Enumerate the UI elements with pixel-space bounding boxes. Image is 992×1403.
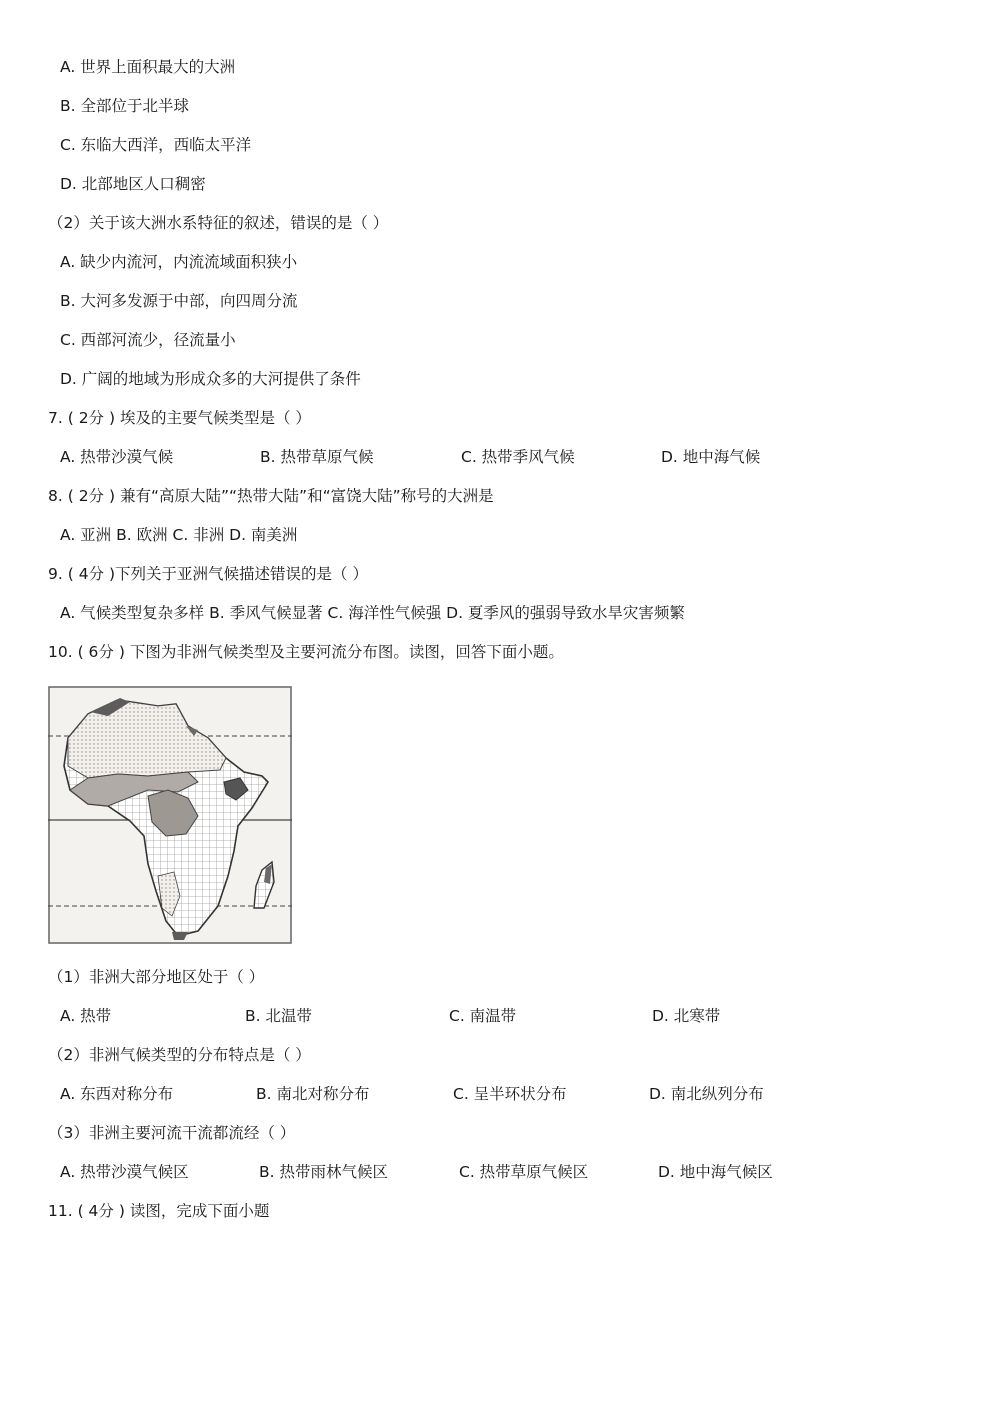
q6-2-option-b: B. 大河多发源于中部，向四周分流 (60, 292, 298, 310)
q8-options: A. 亚洲 B. 欧洲 C. 非洲 D. 南美洲 (60, 526, 298, 544)
q10-1-stem: （1）非洲大部分地区处于（ ） (48, 968, 265, 986)
q6-1-option-b: B. 全部位于北半球 (60, 97, 189, 115)
q10-1-option-a: A. 热带 (60, 1007, 112, 1025)
q10-1-option-c: C. 南温带 (449, 1007, 517, 1025)
q8-stem: 8. ( 2分 ) 兼有“高原大陆”“热带大陆”和“富饶大陆”称号的大洲是 (48, 487, 494, 505)
q6-2-option-d: D. 广阔的地域为形成众多的大河提供了条件 (60, 370, 361, 388)
q10-2-option-b: B. 南北对称分布 (256, 1085, 370, 1103)
q7-option-d: D. 地中海气候 (661, 448, 761, 466)
africa-climate-map-icon (48, 686, 292, 944)
q7-stem: 7. ( 2分 ) 埃及的主要气候类型是（ ） (48, 409, 311, 427)
q10-3-option-b: B. 热带雨林气候区 (259, 1163, 388, 1181)
q6-2-option-c: C. 西部河流少，径流量小 (60, 331, 236, 349)
q10-1-option-b: B. 北温带 (245, 1007, 312, 1025)
q6-1-option-d: D. 北部地区人口稠密 (60, 175, 206, 193)
q10-1-option-d: D. 北寒带 (652, 1007, 721, 1025)
q7-option-b: B. 热带草原气候 (260, 448, 374, 466)
q7-option-a: A. 热带沙漠气候 (60, 448, 174, 466)
q6-2-stem: （2）关于该大洲水系特征的叙述，错误的是（ ） (48, 214, 389, 232)
q6-1-option-a: A. 世界上面积最大的大洲 (60, 58, 236, 76)
q10-2-option-a: A. 东西对称分布 (60, 1085, 174, 1103)
q10-3-option-a: A. 热带沙漠气候区 (60, 1163, 189, 1181)
q10-2-option-d: D. 南北纵列分布 (649, 1085, 764, 1103)
q7-option-c: C. 热带季风气候 (461, 448, 575, 466)
q6-2-option-a: A. 缺少内流河，内流流域面积狭小 (60, 253, 298, 271)
q10-3-stem: （3）非洲主要河流干流都流经（ ） (48, 1124, 296, 1142)
q10-3-option-d: D. 地中海气候区 (658, 1163, 773, 1181)
q6-1-option-c: C. 东临大西洋，西临太平洋 (60, 136, 252, 154)
q10-3-option-c: C. 热带草原气候区 (459, 1163, 589, 1181)
q9-stem: 9. ( 4分 )下列关于亚洲气候描述错误的是（ ） (48, 565, 368, 583)
q10-stem: 10. ( 6分 ) 下图为非洲气候类型及主要河流分布图。读图，回答下面小题。 (48, 643, 564, 661)
q9-options: A. 气候类型复杂多样 B. 季风气候显著 C. 海洋性气候强 D. 夏季风的强弱导致水旱灾害频繁 (60, 604, 685, 622)
q10-2-option-c: C. 呈半环状分布 (453, 1085, 567, 1103)
q11-stem: 11. ( 4分 ) 读图，完成下面小题 (48, 1202, 270, 1220)
q10-2-stem: （2）非洲气候类型的分布特点是（ ） (48, 1046, 311, 1064)
